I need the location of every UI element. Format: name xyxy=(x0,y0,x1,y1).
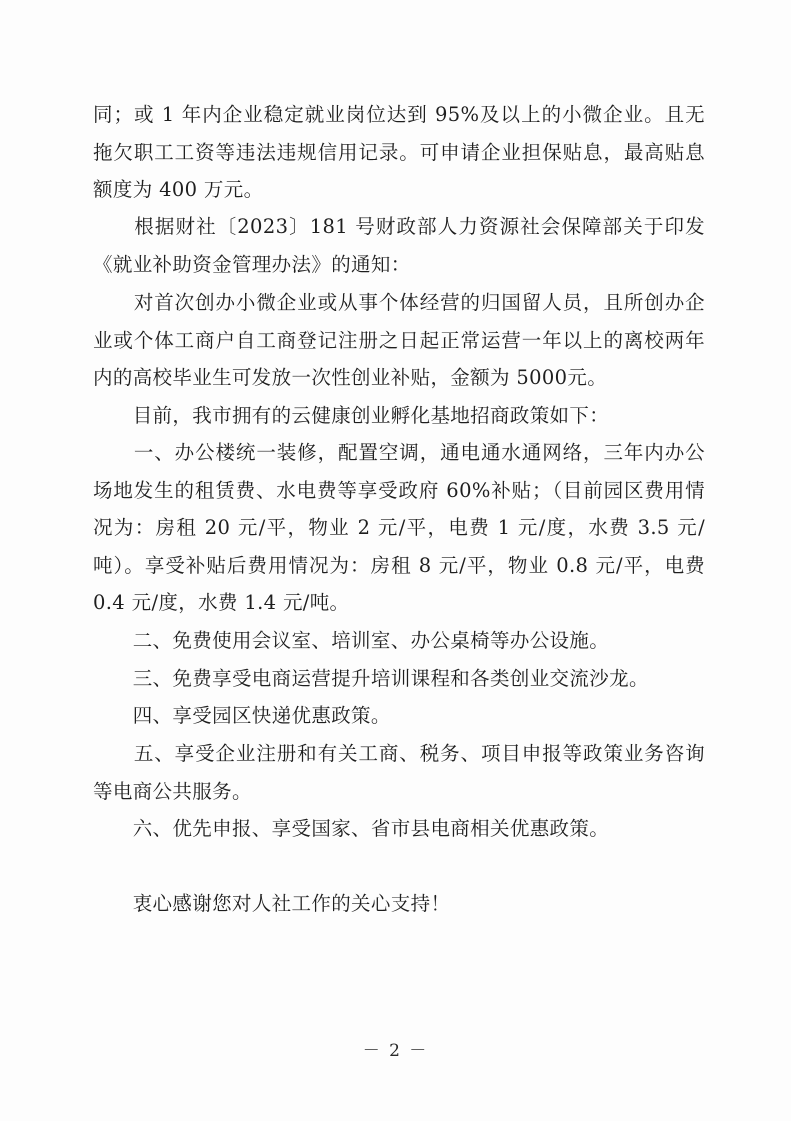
paragraph-policy-item-2: 二、免费使用会议室、培训室、办公桌椅等办公设施。 xyxy=(93,629,610,652)
paragraph-closing-thanks: 衷心感谢您对人社工作的关心支持！ xyxy=(93,892,451,915)
paragraph-policy-item-5: 五、享受企业注册和有关工商、税务、项目申报等政策业务咨询等电商公共服务。 xyxy=(93,742,705,803)
paragraph-policy-item-3: 三、免费享受电商运营提升培训课程和各类创业交流沙龙。 xyxy=(93,667,649,690)
paragraph-policy-item-4: 四、享受园区快递优惠政策。 xyxy=(93,704,391,727)
paragraph-incubator-intro: 目前，我市拥有的云健康创业孵化基地招商政策如下： xyxy=(93,404,610,427)
paragraph-policy-item-1: 一、办公楼统一装修，配置空调，通电通水通网络，三年内办公场地发生的租赁费、水电费等享受政府 60%补贴；（目前园区费用情况为：房租 20 元/平，物业 2 元/平，电费 1 元/度，水费 3.5 元/吨）。享受补贴后费用情况为：房租 8 元/平，物业 0.8 元/平，电费 0.4 元/度，水费 1.4 元/吨。 xyxy=(93,441,712,615)
paragraph-policy-item-6: 六、优先申报、享受国家、省市县电商相关优惠政策。 xyxy=(93,817,610,840)
paragraph-policy-reference: 根据财社〔2023〕181 号财政部人力资源社会保障部关于印发《就业补助资金管理办法》的通知： xyxy=(93,215,705,276)
paragraph-guarantee-subsidy: 同；或 1 年内企业稳定就业岗位达到 95%及以上的小微企业。且无拖欠职工工资等违法违规信用记录。可申请企业担保贴息，最高贴息额度为 400 万元。 xyxy=(93,103,705,202)
page-number: － 2 － xyxy=(362,1041,429,1061)
paragraph-startup-subsidy: 对首次创办小微企业或从事个体经营的归国留人员，且所创办企业或个体工商户自工商登记注册之日起正常运营一年以上的离校两年内的高校毕业生可发放一次性创业补贴，金额为 5000元。 xyxy=(93,291,705,390)
